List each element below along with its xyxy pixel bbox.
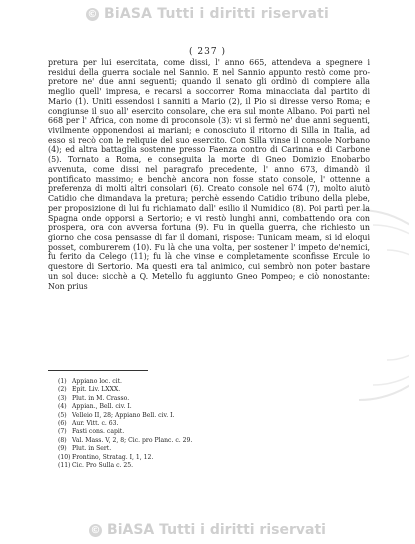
page-number: ( 237 ) [189, 47, 226, 57]
watermark-bottom [0, 520, 415, 540]
footnote-text: Epit. Liv. LXXX. [72, 386, 121, 394]
footnote-number: (5) [58, 411, 67, 419]
body-paragraph: pretura per lui esercitata, come dissi, l' anno 665, attendeva a spegnere i residui della guerra sociale nel Sannio. E nel Sannio appunto restò come pro-pretore ne' due anni seguenti; quando il senato gli ordinò di compiere alla meglio quell' impresa, e recarsi a soccorrer Roma minacciata dal partito di Mario (1). Uniti essendosi i sanniti a Mario (2), il Pio si diresse verso Roma; e congiunse il suo all' esercito consolare, che era sul monte Albano. Poi partì nel 668 per l' Africa, con nome di proconsole (3): vi si fermò ne' due anni seguenti, vivilmente opponendosi ai mariani; e conosciuto il ritorno di Silla in Italia, ad esso si recò con le reliquie del suo esercito. Con Silla vinse il console Norbano (4); ed altra battaglia sostenne presso Faenza contro di Carinna e di Carbone (5). Tornato a Roma, e conseguita la morte di Gneo Domizio Enobarbo avvenuta, come dissi nel paragrafo precedente, l' anno 673, dimandò il pontificato massimo; e benchè ancora non fosse stato console, l' ottenne a preferenza di molti altri consolari (6). Creato console nel 674 (7), molto aiutò Catidio che dimandava la pretura; perchè essendo Catidio tribuno della plebe, per proposizione di lui fu richiamato dall' esilio il Numidico (8). Poi partì per la Spagna onde opporsi a Sertorio; e vi restò lunghi anni, combattendo ora con prospera, ora con avversa fortuna (9). Fu in quella guerra, che richiesto un giorno che cosa pensasse di far il domani, rispose: Tunicam meam, si id eloqui posset, comburerem (10). Fu là che una volta, per sostener l' impeto de'nemici, fu ferito da Celego (11); fu là che vinse e completamente sconfisse Ercule io questore di Sertorio. Ma questi era tal animico, cui sembrò non poter bastare un sol duce: sicchè a Q. Metello fu aggiunto Gneo Pompeo; e ciò nonostante: Non prius [48, 58, 370, 291]
footnote [58, 395, 358, 403]
footnote-text: Fasti cons. capit. [72, 428, 125, 436]
footnote-text: Val. Mass. V, 2, 8; Cic. pro Planc. c. 29. [72, 436, 193, 444]
copyright-icon: © [87, 8, 98, 20]
footnote-number: (10) [58, 453, 71, 461]
footnote-text: Cic. Pro Sulla c. 25. [72, 462, 134, 470]
footnote [58, 412, 358, 420]
footnote [58, 445, 358, 453]
footnote [58, 420, 358, 428]
footnote-number: (6) [58, 420, 67, 428]
footnote [58, 403, 358, 411]
footnote-text: Aur. Vitt. c. 63. [72, 420, 119, 428]
footnote-number: (2) [58, 386, 67, 394]
footnote-number: (7) [58, 428, 67, 436]
copyright-icon: © [90, 524, 101, 536]
footnote [58, 428, 358, 436]
watermark-bottom-text: BiASA Tutti i diritti riservati [107, 522, 326, 538]
footnote [58, 437, 358, 445]
footnote-number: (8) [58, 436, 67, 444]
footnote-number: (1) [58, 378, 67, 385]
watermark-top [0, 4, 415, 24]
footnote-text: Plut. in Sert. [72, 445, 112, 453]
footnote [58, 462, 358, 470]
footnote-number: (11) [58, 462, 71, 470]
footnote-text: Appiano loc. cit. [72, 378, 122, 385]
footnote-number: (4) [58, 403, 67, 411]
footnote-number: (3) [58, 394, 67, 402]
footnote [58, 386, 358, 394]
watermark-top-text: BiASA Tutti i diritti riservati [103, 6, 330, 22]
footnote-divider [48, 370, 148, 371]
footnote-text: Appian., Bell. civ. I. [72, 403, 132, 411]
footnote [58, 454, 358, 462]
footnote [58, 378, 358, 386]
footnotes-list [58, 378, 358, 470]
footnote-number: (9) [58, 445, 67, 453]
footnote-text: Frontino, Stratag. I, 1, 12. [72, 453, 154, 461]
footnote-text: Plut. in M. Crasso. [72, 394, 130, 402]
footnote-text: Velleio II, 28; Appiano Bell. civ. I. [72, 411, 175, 419]
